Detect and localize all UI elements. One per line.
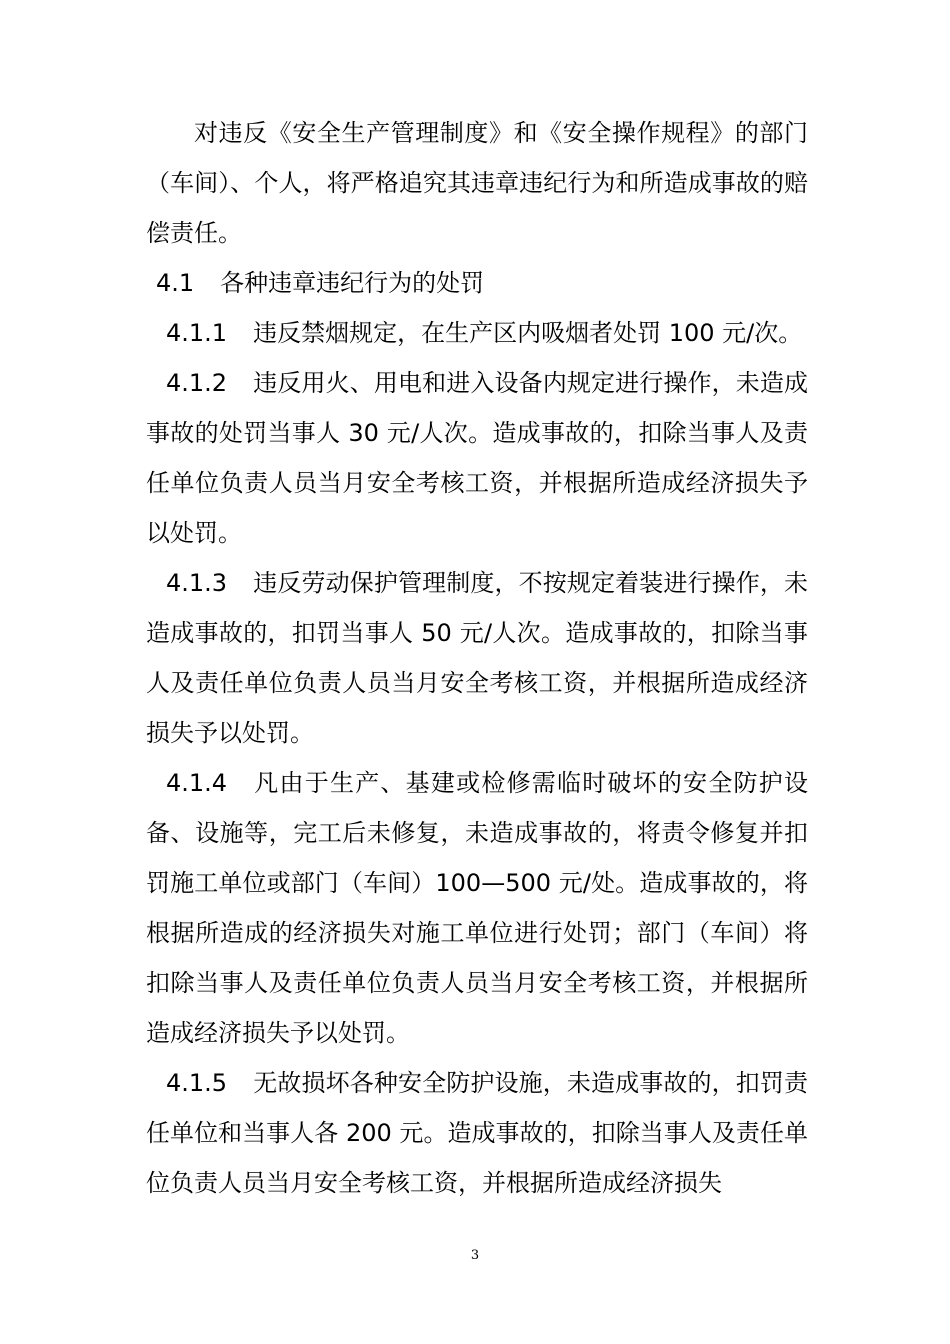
clause-text: 违反用火、用电和进入设备内规定进行操作，未造成事故的处罚当事人 30 元/人次。造成事故的，扣除当事人及责任单位负责人员当月安全考核工资，并根据所造成经济损失予以处罚。 [146,369,808,547]
page-number: 3 [470,1248,480,1263]
section-number: 4.1 [156,269,195,297]
document-body [146,108,808,1208]
intro-paragraph: 对违反《安全生产管理制度》和《安全操作规程》的部门（车间）、个人，将严格追究其违章违纪行为和所造成事故的赔偿责任。 [146,119,808,247]
clause-4-1-1 [146,308,808,358]
clause-number: 4.1.2 [166,369,228,397]
clause-text: 无故损坏各种安全防护设施，未造成事故的，扣罚责任单位和当事人各 200 元。造成事故的，扣除当事人及责任单位负责人员当月安全考核工资，并根据所造成经济损失 [146,1069,808,1197]
clause-text: 违反劳动保护管理制度，不按规定着装进行操作，未造成事故的，扣罚当事人 50 元/人次。造成事故的，扣除当事人及责任单位负责人员当月安全考核工资，并根据所造成经济损失予以处罚。 [146,569,808,747]
clause-number: 4.1.4 [166,769,228,797]
clause-4-1-5 [146,1058,808,1208]
clause-4-1-2 [146,358,808,558]
section-heading [146,258,808,308]
section-title: 各种违章违纪行为的处罚 [220,269,485,297]
clause-text: 违反禁烟规定，在生产区内吸烟者处罚 100 元/次。 [253,319,803,347]
clause-number: 4.1.3 [166,569,228,597]
clause-number: 4.1.5 [166,1069,228,1097]
clause-number: 4.1.1 [166,319,228,347]
clause-4-1-4 [146,758,808,1058]
clause-4-1-3 [146,558,808,758]
clause-text: 凡由于生产、基建或检修需临时破坏的安全防护设备、设施等，完工后未修复，未造成事故的，将责令修复并扣罚施工单位或部门（车间）100—500 元/处。造成事故的，将根据所造成的经济损失对施工单位进行处罚；部门（车间）将扣除当事人及责任单位负责人员当月安全考核工资，并根据所造成经济损失予以处罚。 [146,769,808,1047]
